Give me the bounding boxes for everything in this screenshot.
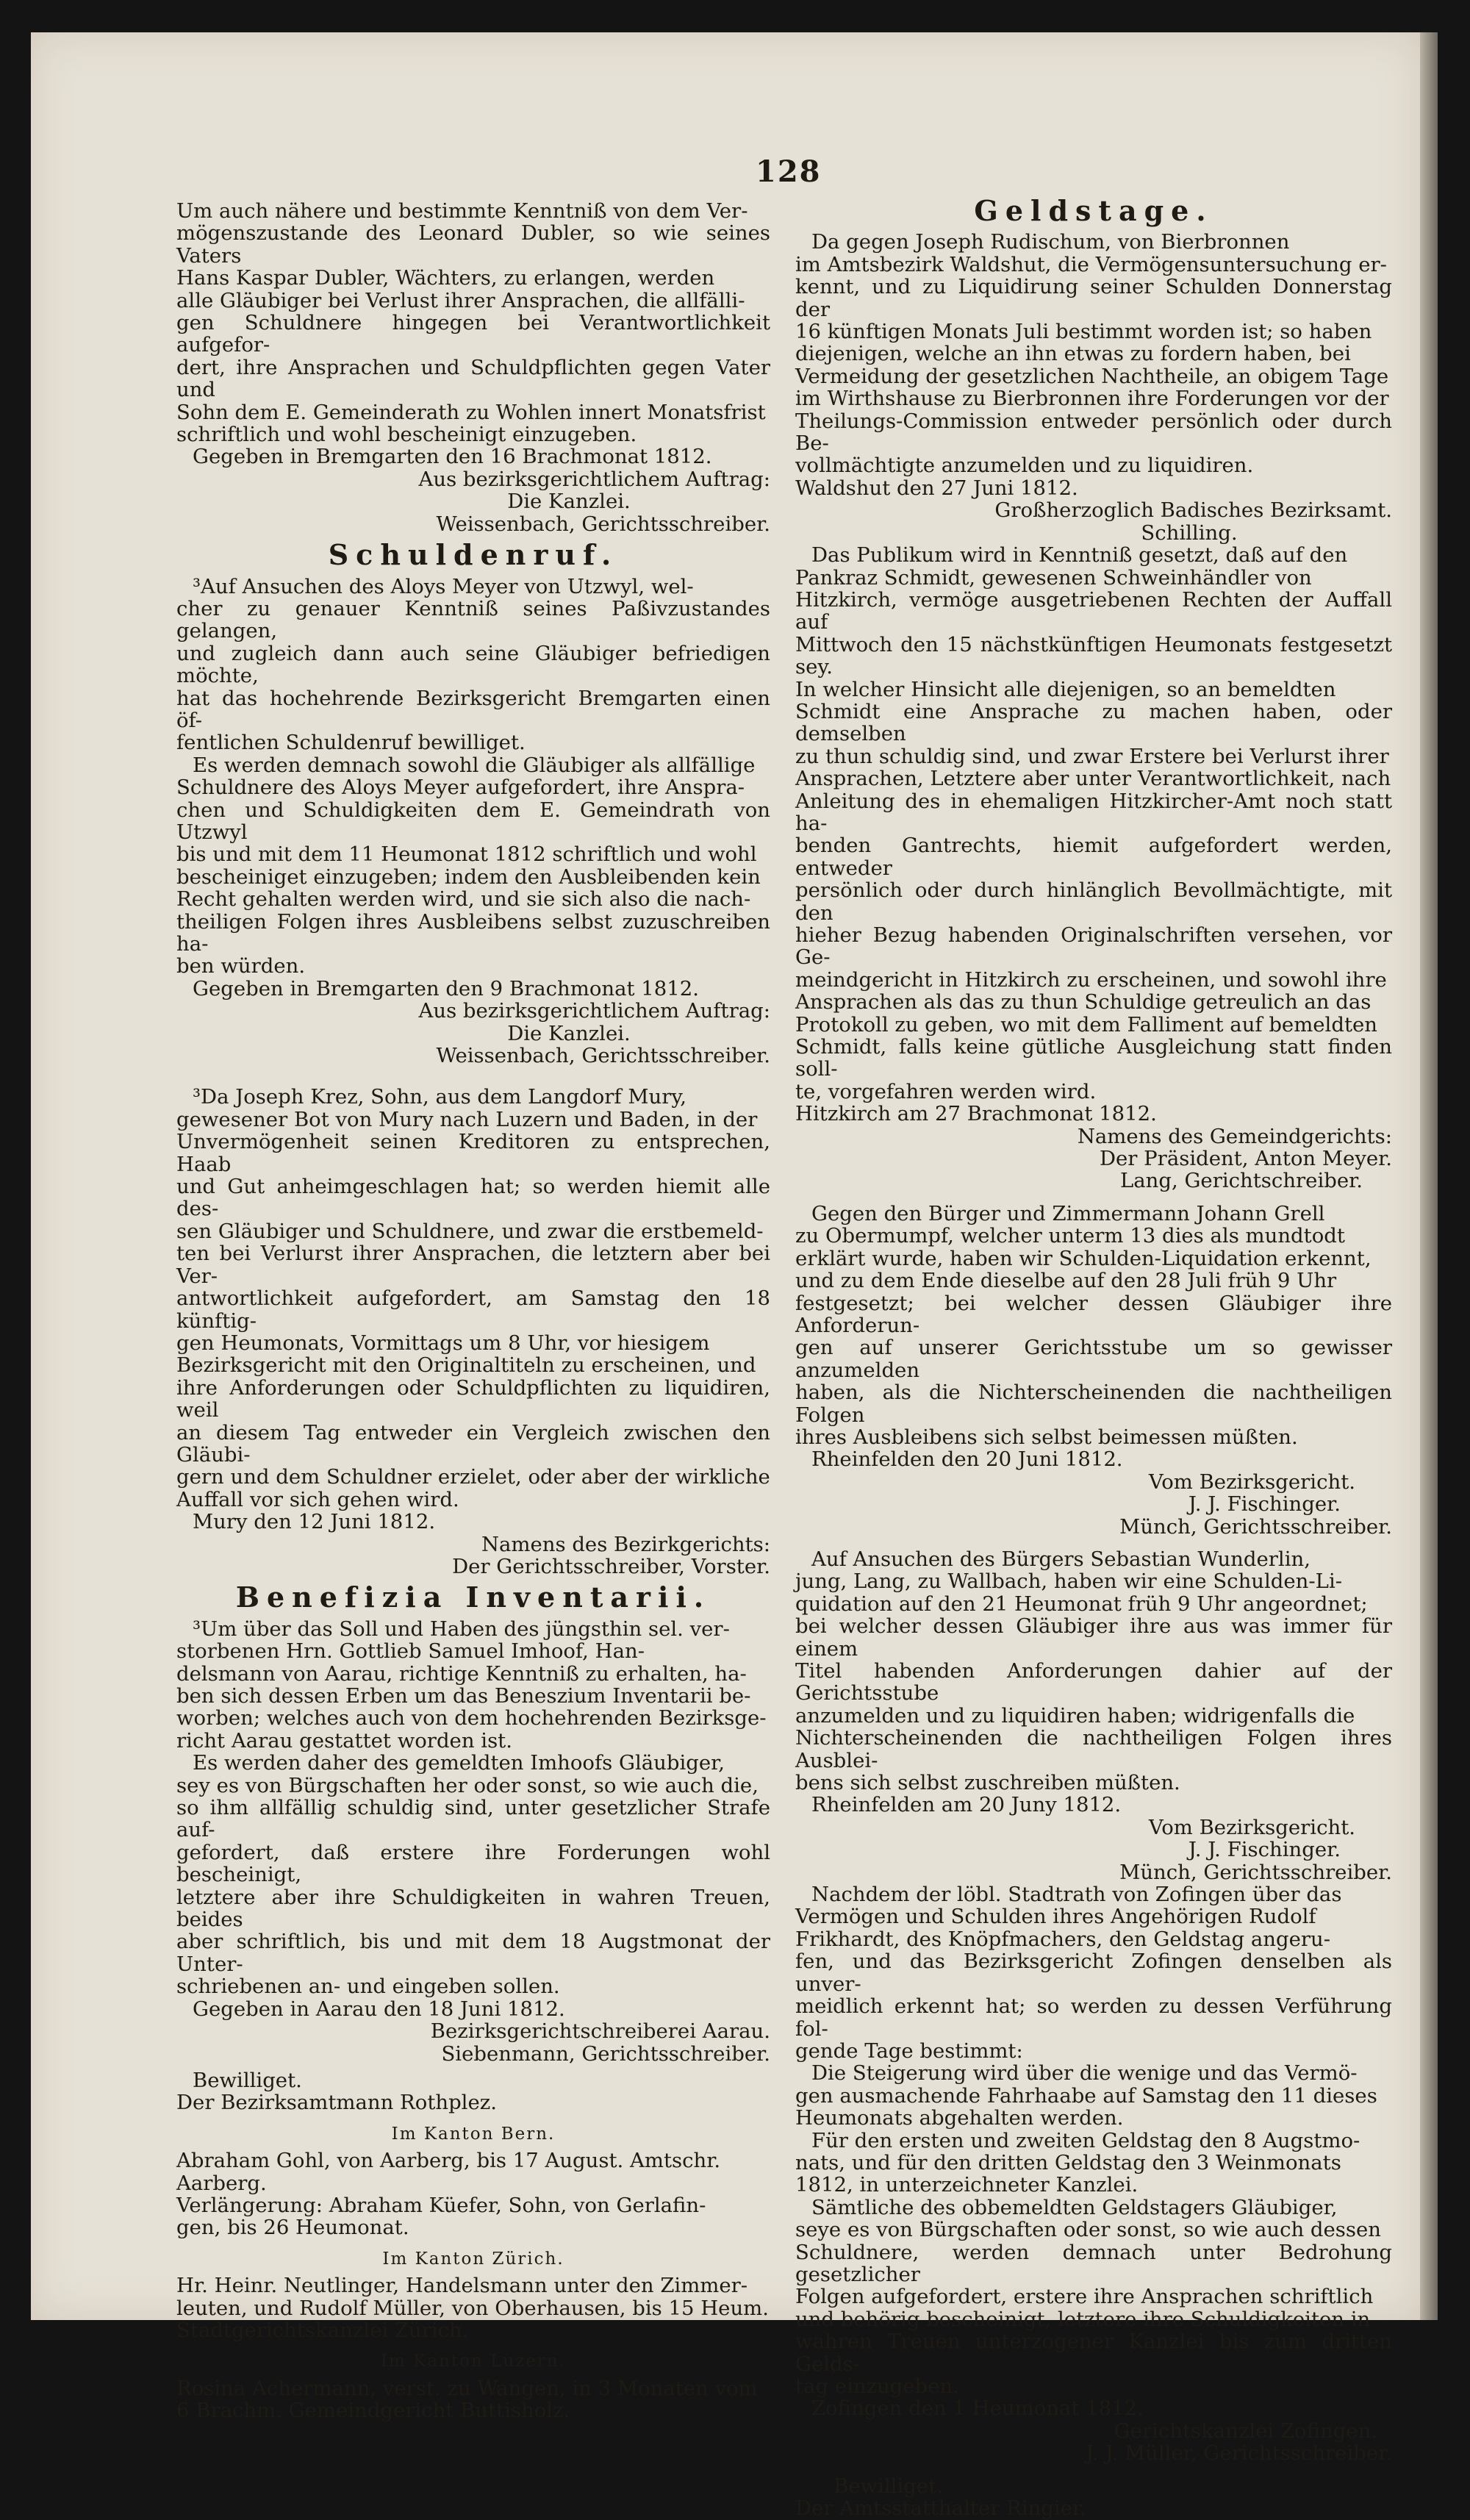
text-line: fentlichen Schuldenruf bewilliget. <box>176 731 526 755</box>
text-line: nats, und für den dritten Geldstag den 3 Weinmonats <box>795 2150 1341 2174</box>
left-column <box>176 200 770 2422</box>
text-line: hieher Bezug habenden Originalschriften versehen, vor Ge- <box>795 923 1392 970</box>
text-line: persönlich oder durch hinlänglich Bevollmächtigte, mit den <box>795 878 1392 925</box>
text-line: schriebenen an- und eingeben sollen. <box>176 1975 560 1999</box>
list-item: gen, bis 26 Heumonat. <box>176 2216 409 2240</box>
text-line: und Gut anheimgeschlagen hat; so werden hiemit alle des- <box>176 1175 770 1221</box>
text-line: Schuldnere, werden demnach unter Bedrohung gesetzlicher <box>795 2240 1392 2286</box>
notice-date: Waldshut den 27 Juni 1812. <box>795 476 1078 500</box>
list-zuerich <box>176 2274 770 2341</box>
text-line: Vermögen und Schulden ihres Angehörigen Rudolf <box>795 1905 1316 1929</box>
text-line: bei welcher dessen Gläubiger ihre aus was immer für einem <box>795 1614 1392 1661</box>
list-item: 6 Brachm. Gemeindgericht Buttisholz. <box>176 2399 570 2423</box>
signature-line: J. J. Fischinger. <box>1188 1838 1341 1862</box>
list-item: Hr. Heinr. Neutlinger, Handelsmann unter den Zimmer- <box>176 2274 748 2298</box>
text-line: kennt, und zu Liquidirung seiner Schulden Donnerstag der <box>795 275 1392 321</box>
text-line: schriftlich und wohl bescheinigt einzugeben. <box>176 423 637 447</box>
text-line: Schuldnere des Aloys Meyer aufgefordert, ihre Anspra- <box>176 776 745 800</box>
text-line: gewesener Bot von Mury nach Luzern und Baden, in der <box>176 1107 758 1131</box>
notice-krez <box>176 1086 770 1578</box>
text-line: Frikhardt, des Knöpfmachers, den Geldstag angeru- <box>795 1927 1331 1951</box>
signature-line: Gerichtskanzlei Zofingen. <box>1114 2419 1377 2443</box>
text-line: worben; welches auch von dem hochehrenden Bezirksge- <box>176 1706 767 1730</box>
text-line: Nachdem der löbl. Stadtrath von Zofingen über das <box>811 1883 1342 1907</box>
text-line: jung, Lang, zu Wallbach, haben wir eine Schulden-Li- <box>795 1569 1343 1594</box>
notice-dubler <box>176 200 770 535</box>
signature-line: Großherzoglich Badisches Bezirksamt. <box>994 498 1392 523</box>
text-line: zu Obermumpf, welcher unterm 13 dies als mundtodt <box>795 1224 1345 1248</box>
signature-line: Die Kanzlei. <box>507 490 631 514</box>
text-line: im Amtsbezirk Waldshut, die Vermögensuntersuchung er- <box>795 252 1387 276</box>
text-line: aber schriftlich, bis und mit dem 18 Augstmonat der Unter- <box>176 1930 770 1976</box>
text-line: fen, und das Bezirksgericht Zofingen denselben als unver- <box>795 1950 1392 1996</box>
text-line: gende Tage bestimmt: <box>795 2038 1023 2063</box>
signature-line: Aus bezirksgerichtlichem Auftrag: <box>418 467 770 491</box>
text-line: Anleitung des in ehemaligen Hitzkircher-Amt noch statt ha- <box>795 789 1392 835</box>
kanton-heading-luzern: Im Kanton Luzern. <box>380 2352 567 2372</box>
page-number: 128 <box>756 154 822 189</box>
text-line: gern und dem Schuldner erzielet, oder aber der wirkliche <box>176 1465 770 1489</box>
text-line: Vermeidung der gesetzlichen Nachtheile, an obigem Tage <box>795 364 1389 388</box>
text-line: Schmidt eine Ansprache zu machen haben, oder demselben <box>795 699 1392 746</box>
signature-line: Der Präsident, Anton Meyer. <box>1099 1147 1392 1171</box>
text-line: ³Um über das Soll und Haben des jüngsthin sel. ver- <box>193 1617 730 1641</box>
text-line: Es werden demnach sowohl die Gläubiger als allfällige <box>193 753 756 777</box>
notice-date: Rheinfelden den 20 Juni 1812. <box>811 1447 1123 1472</box>
list-item: Verlängerung: Abraham Küefer, Sohn, von Gerlafin- <box>176 2193 706 2217</box>
notice-date: Zofingen den 1 Heumonat 1812. <box>811 2396 1144 2421</box>
text-line: chen und Schuldigkeiten dem E. Gemeindrath von Utzwyl <box>176 798 770 844</box>
text-line: dert, ihre Ansprachen und Schuldpflichten gegen Vater und <box>176 355 770 402</box>
text-line: Bezirksgericht mit den Originaltiteln zu erscheinen, und <box>176 1353 756 1378</box>
text-line: delsmann von Aarau, richtige Kenntniß zu erhalten, ha- <box>176 1661 747 1686</box>
text-line: Nichterscheinenden die nachtheiligen Folgen ihres Ausblei- <box>795 1726 1392 1772</box>
signature-line: Weissenbach, Gerichtsschreiber. <box>436 1044 770 1068</box>
text-line: ihre Anforderungen oder Schuldpflichten zu liquidiren, weil <box>176 1375 770 1422</box>
approval-line: Der Amtsstatthalter Ringier. <box>795 2496 1086 2520</box>
text-line: letztere aber ihre Schuldigkeiten in wahren Treuen, beides <box>176 1885 770 1932</box>
notice-date: Gegeben in Aarau den 18 Juni 1812. <box>193 1997 565 2021</box>
text-line: Auf Ansuchen des Bürgers Sebastian Wunderlin, <box>811 1547 1311 1571</box>
text-line: bis und mit dem 11 Heumonat 1812 schriftlich und wohl <box>176 842 757 867</box>
text-line: ³Da Joseph Krez, Sohn, aus dem Langdorf Mury, <box>193 1085 686 1109</box>
list-item: Aarberg. <box>176 2171 267 2195</box>
text-line: ben würden. <box>176 954 306 978</box>
section-heading-geldstage: Geldstage. <box>974 194 1213 227</box>
notice-rudischum <box>795 231 1392 544</box>
text-line: an diesem Tag entweder ein Vergleich zwischen den Gläubi- <box>176 1420 770 1467</box>
approval-line: Bewilliget. <box>833 2474 943 2498</box>
text-line: gen Schuldnere hingegen bei Verantwortlichkeit aufgefor- <box>176 311 770 357</box>
text-line: so ihm allfällig schuldig sind, unter gesetzlicher Strafe auf- <box>176 1796 770 1842</box>
text-line: und behörig bescheinigt, letztere ihre Schuldigkeiten in <box>795 2307 1371 2331</box>
notice-date: Gegeben in Bremgarten den 16 Brachmonat 1812. <box>193 445 712 469</box>
text-line: Gegen den Bürger und Zimmermann Johann Grell <box>811 1201 1325 1225</box>
text-line: anzumelden und zu liquidiren haben; widrigenfalls die <box>795 1703 1355 1728</box>
text-line: Recht gehalten werden wird, und sie sich also die nach- <box>176 887 751 912</box>
text-line: Protokoll zu geben, wo mit dem Falliment auf bemeldten <box>795 1012 1377 1037</box>
text-line: 16 künftigen Monats Juli bestimmt worden ist; so haben <box>795 320 1372 344</box>
text-line: te, vorgefahren werden wird. <box>795 1079 1097 1103</box>
signature-line: Namens des Bezirkgerichts: <box>481 1532 770 1556</box>
text-line: gen Heumonats, Vormittags um 8 Uhr, vor hiesigem <box>176 1331 710 1355</box>
list-bern <box>176 2149 770 2239</box>
text-line: seye es von Bürgschaften oder sonst, so wie auch dessen <box>795 2218 1382 2242</box>
text-line: wahren Treuen unterzogener Kanzlei bis zum dritten Gelds- <box>795 2330 1392 2376</box>
text-line: richt Aarau gestattet worden ist. <box>176 1728 512 1753</box>
approval-line: Der Bezirksamtmann Rothplez. <box>176 2091 497 2115</box>
text-line: storbenen Hrn. Gottlieb Samuel Imhoof, Han- <box>176 1639 645 1664</box>
text-line: haben, als die Nichterscheinenden die nachtheiligen Folgen <box>795 1381 1392 1427</box>
text-line: Unvermögenheit seinen Kreditoren zu entsprechen, Haab <box>176 1130 770 1176</box>
notice-date: Rheinfelden am 20 Juny 1812. <box>811 1793 1122 1817</box>
text-line: sey es von Bürgschaften her oder sonst, so wie auch die, <box>176 1773 759 1797</box>
text-line: zu thun schuldig sind, und zwar Erstere bei Verlurst ihrer <box>795 744 1389 768</box>
text-line: gen ausmachende Fahrhaabe auf Samstag den 11 dieses <box>795 2083 1377 2108</box>
text-line: Sohn dem E. Gemeinderath zu Wohlen innert Monatsfrist <box>176 400 766 424</box>
text-line: ben sich dessen Erben um das Beneszium Inventarii be- <box>176 1684 751 1708</box>
approval-line: Bewilliget. <box>193 2068 302 2092</box>
signature-line: Weissenbach, Gerichtsschreiber. <box>436 512 770 536</box>
text-line: Mittwoch den 15 nächstkünftigen Heumonats festgesetzt sey. <box>795 632 1392 679</box>
kanton-heading-bern: Im Kanton Bern. <box>391 2124 556 2144</box>
text-line: Theilungs-Commission entweder persönlich oder durch Be- <box>795 409 1392 456</box>
text-line: Für den ersten und zweiten Geldstag den 8 Augstmo- <box>811 2128 1360 2152</box>
text-line: Ansprachen als das zu thun Schuldige getreulich an das <box>795 990 1372 1014</box>
text-line: Hitzkirch, vermöge ausgetriebenen Rechten der Auffall auf <box>795 587 1392 634</box>
text-line: bens sich selbst zuschreiben müßten. <box>795 1771 1180 1795</box>
text-line: Da gegen Joseph Rudischum, von Bierbronnen <box>811 230 1290 254</box>
notice-wunderlin <box>795 1548 1392 1883</box>
list-item: Abraham Gohl, von Aarberg, bis 17 August. Amtschr. <box>176 2149 721 2173</box>
signature-line: Vom Bezirksgericht. <box>1148 1815 1355 1839</box>
text-line: Auffall vor sich gehen wird. <box>176 1487 459 1511</box>
signature-line: Aus bezirksgerichtlichem Auftrag: <box>418 999 770 1023</box>
section-heading-benefizia: Benefizia Inventarii. <box>235 1581 711 1614</box>
notice-meyer <box>176 576 770 1067</box>
text-line: tag einzugeben. <box>795 2374 959 2398</box>
text-line: Pankraz Schmidt, gewesenen Schweinhändler von <box>795 565 1312 590</box>
text-line: cher zu genauer Kenntniß seines Paßivzustandes gelangen, <box>176 596 770 643</box>
signature-line: Siebenmann, Gerichtsschreiber. <box>441 2041 770 2066</box>
signature-line: Die Kanzlei. <box>507 1021 631 1045</box>
list-item: leuten, und Rudolf Müller, von Oberhausen, bis 15 Heum. <box>176 2296 769 2320</box>
text-line: Die Steigerung wird über die wenige und das Vermö- <box>811 2061 1358 2086</box>
text-line: Es werden daher des gemeldten Imhoofs Gläubiger, <box>193 1751 725 1775</box>
kanton-heading-zuerich: Im Kanton Zürich. <box>382 2249 564 2269</box>
page-edge <box>1420 32 1438 2320</box>
text-line: vollmächtigte anzumelden und zu liquidiren. <box>795 454 1254 478</box>
list-item: Stadtgerichtskanzlei Zürich. <box>176 2318 469 2342</box>
text-line: benden Gantrechts, hiemit aufgefordert werden, entweder <box>795 834 1392 880</box>
text-line: gen auf unserer Gerichtsstube um so gewisser anzumelden <box>795 1336 1392 1382</box>
text-line: mögenszustande des Leonard Dubler, so wie seines Vaters <box>176 221 770 268</box>
text-line: Schmidt, falls keine gütliche Ausgleichung statt finden soll- <box>795 1035 1392 1081</box>
text-line: und zugleich dann auch seine Gläubiger befriedigen möchte, <box>176 641 770 688</box>
text-line: Um auch nähere und bestimmte Kenntniß von dem Ver- <box>176 199 748 223</box>
signature-line: Namens des Gemeindgerichts: <box>1077 1124 1392 1148</box>
right-column <box>795 194 1392 2520</box>
signature-line: Münch, Gerichtsschreiber. <box>1119 1860 1392 1884</box>
text-line: Das Publikum wird in Kenntniß gesetzt, daß auf den <box>811 543 1348 568</box>
text-line: festgesetzt; bei welcher dessen Gläubiger ihre Anforderun- <box>795 1291 1392 1337</box>
signature-line: Vom Bezirksgericht. <box>1148 1470 1355 1494</box>
text-line: Hans Kaspar Dubler, Wächters, zu erlangen, werden <box>176 266 715 290</box>
text-line: Folgen aufgefordert, erstere ihre Ansprachen schriftlich <box>795 2285 1374 2309</box>
text-line: alle Gläubiger bei Verlust ihrer Ansprachen, die allfälli- <box>176 288 745 312</box>
list-item: Rosina Achermann, verst. zu Wangen, in 3 Monaten vom <box>176 2376 758 2400</box>
notice-imhoof <box>176 1618 770 2114</box>
signature-line: Schilling. <box>1141 520 1238 545</box>
text-line: ten bei Verlurst ihrer Ansprachen, die letztern aber bei Ver- <box>176 1242 770 1288</box>
notice-date: Mury den 12 Juni 1812. <box>193 1510 436 1534</box>
text-line: 1812, in unterzeichneter Kanzlei. <box>795 2173 1139 2197</box>
text-line: quidation auf den 21 Heumonat früh 9 Uhr angeordnet; <box>795 1592 1368 1616</box>
text-line: meindgericht in Hitzkirch zu erscheinen, und sowohl ihre <box>795 967 1387 992</box>
section-heading-schuldenruf: Schuldenruf. <box>328 538 619 572</box>
notice-grell <box>795 1203 1392 1538</box>
text-line: diejenigen, welche an ihn etwas zu fordern haben, bei <box>795 342 1351 366</box>
signature-line: Bezirksgerichtschreiberei Aarau. <box>430 2019 770 2044</box>
notice-schmidt <box>795 544 1392 1192</box>
text-line: ihres Ausbleibens sich selbst beimessen müßten. <box>795 1425 1298 1449</box>
text-line: Ansprachen, Letztere aber unter Verantwortlichkeit, nach <box>795 767 1391 791</box>
text-line: gefordert, daß erstere ihre Forderungen wohl bescheinigt, <box>176 1840 770 1887</box>
notice-frikhardt <box>795 1883 1392 2519</box>
signature-line: Lang, Gerichtschreiber. <box>1120 1169 1363 1193</box>
notice-date: Hitzkirch am 27 Brachmonat 1812. <box>795 1102 1157 1126</box>
text-line: meidlich erkennt hat; so werden zu dessen Verführung fol- <box>795 1994 1392 2041</box>
text-line: bescheiniget einzugeben; indem den Ausbleibenden kein <box>176 865 761 889</box>
text-line: im Wirthshause zu Bierbronnen ihre Forderungen vor der <box>795 387 1389 411</box>
text-line: ³Auf Ansuchen des Aloys Meyer von Utzwyl, wel- <box>193 574 694 598</box>
text-line: sen Gläubiger und Schuldnere, und zwar die erstbemeld- <box>176 1219 764 1243</box>
signature-line: Münch, Gerichtsschreiber. <box>1119 1514 1392 1539</box>
notice-date: Gegeben in Bremgarten den 9 Brachmonat 1812. <box>193 976 700 1001</box>
list-luzern <box>176 2377 770 2422</box>
text-line: theiligen Folgen ihres Ausbleibens selbst zuzuschreiben ha- <box>176 909 770 956</box>
text-line: In welcher Hinsicht alle diejenigen, so an bemeldten <box>795 677 1336 701</box>
text-line: Titel habenden Anforderungen dahier auf der Gerichtsstube <box>795 1659 1392 1705</box>
signature-line: J. J. Müller, Gerichtsschreiber. <box>1086 2441 1392 2466</box>
signature-line: J. J. Fischinger. <box>1188 1492 1341 1517</box>
text-line: antwortlichkeit aufgefordert, am Samstag den 18 künftig- <box>176 1286 770 1333</box>
text-line: hat das hochehrende Bezirksgericht Bremgarten einen öf- <box>176 686 770 732</box>
signature-line: Der Gerichtsschreiber, Vorster. <box>452 1554 770 1578</box>
text-line: Sämtliche des obbemeldten Geldstagers Gläubiger, <box>811 2195 1338 2219</box>
text-line: und zu dem Ende dieselbe auf den 28 Juli früh 9 Uhr <box>795 1269 1337 1293</box>
text-line: Heumonats abgehalten werden. <box>795 2106 1124 2130</box>
text-line: erklärt wurde, haben wir Schulden-Liquidation erkennt, <box>795 1246 1372 1270</box>
